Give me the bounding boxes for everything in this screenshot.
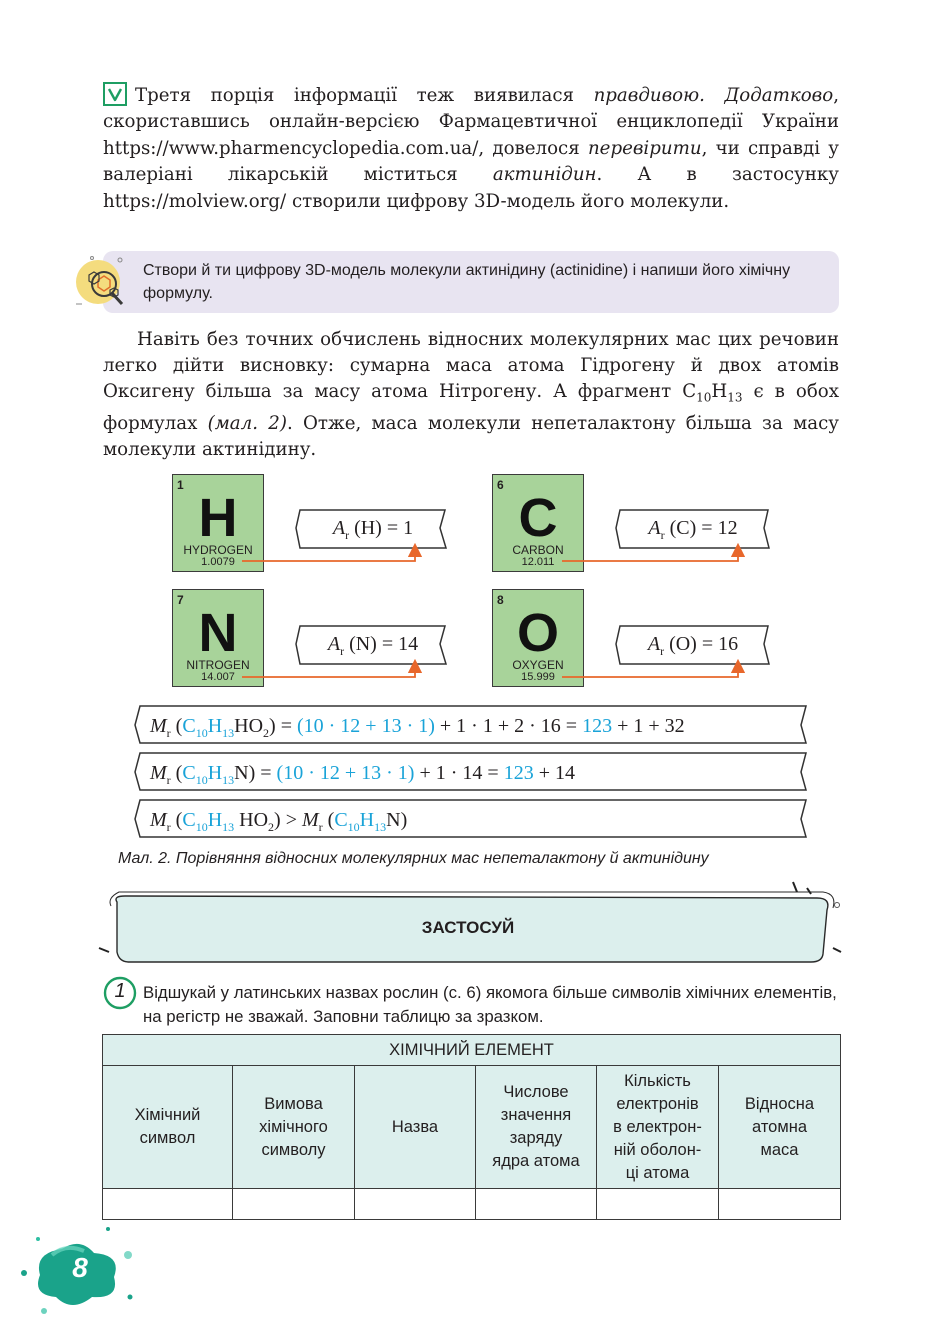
intro-italic-2: перевірити xyxy=(587,137,702,159)
eq-fragment: C xyxy=(182,809,196,831)
atomic-number: 6 xyxy=(497,478,504,492)
subscript: r xyxy=(660,528,665,542)
element-symbol: O xyxy=(516,603,559,663)
column-header xyxy=(597,1066,719,1189)
column-header-line: атомна xyxy=(752,1117,807,1136)
column-header xyxy=(355,1066,476,1189)
table-cell[interactable] xyxy=(719,1189,841,1220)
question-number: 1 xyxy=(114,980,126,1002)
atomic-number: 1 xyxy=(177,478,184,492)
intro-italic-1: правдивою. Додатково xyxy=(593,85,834,106)
table-title: ХІМІЧНИЙ ЕЛЕМЕНТ xyxy=(103,1035,841,1066)
section-title: ЗАСТОСУЙ xyxy=(421,918,515,937)
chemical-element-table xyxy=(102,1034,841,1220)
element-name: CARBON xyxy=(512,543,564,557)
column-header-line: Відносна xyxy=(744,1094,815,1113)
eq-text: + 1 · 14 = xyxy=(414,762,504,784)
ar-value: (C) = 12 xyxy=(664,517,738,539)
subscript: r xyxy=(345,528,350,542)
comparison-text: Навіть без точних обчислень відносних молекулярних мас цих речовин легко дійти висновку: сумарна маса атома Гідрогену й двох атомів Оксигену більша за масу атома Нітрогену. А фрагмент C xyxy=(103,329,839,402)
eq-text: ( xyxy=(170,715,183,737)
column-header xyxy=(233,1066,355,1189)
page-number: 8 xyxy=(72,1252,88,1283)
eq-fragment: H xyxy=(359,809,375,831)
subscript: r xyxy=(166,726,171,740)
eq-symbol: M xyxy=(301,809,319,831)
column-header-line: хімічного xyxy=(259,1117,328,1136)
subscript: r xyxy=(166,773,171,787)
eq-fragment: H xyxy=(207,809,223,831)
element-mass: 15.999 xyxy=(521,671,555,683)
eq-fragment: C xyxy=(182,715,196,737)
figure-reference: (мал. 2) xyxy=(207,413,287,435)
column-header-line: ці атома xyxy=(625,1163,690,1182)
ar-value: (H) = 1 xyxy=(349,517,414,539)
element-name: HYDROGEN xyxy=(183,543,253,557)
subscript: r xyxy=(340,644,345,658)
element-name: OXYGEN xyxy=(512,658,564,672)
eq-symbol: M xyxy=(150,762,167,784)
subscript: 10 xyxy=(195,820,208,834)
subscript: 13 xyxy=(222,773,235,787)
table-cell[interactable] xyxy=(233,1189,355,1220)
equation-comparison xyxy=(132,800,804,840)
table-row xyxy=(103,1189,841,1220)
column-header-line: електронів xyxy=(616,1094,699,1113)
question-number-badge xyxy=(103,976,139,1014)
subscript: 2 xyxy=(263,726,270,740)
ar-symbol: A xyxy=(647,633,661,655)
element-mass: 1.0079 xyxy=(201,556,235,568)
task-text: Створи й ти цифрову 3D-модель молекули актинідину (actinidine) і напиши його хімічну формулу. xyxy=(143,262,791,302)
equation-nepetalactone xyxy=(132,706,804,746)
column-header-line: значення xyxy=(500,1106,572,1124)
eq-fragment-sum: (10 · 12 + 13 · 1) xyxy=(276,762,415,784)
eq-fragment-result: 123 xyxy=(503,762,534,784)
subscript: 10 xyxy=(195,726,208,740)
column-header xyxy=(719,1066,841,1189)
table-cell[interactable] xyxy=(597,1189,719,1220)
subscript: 13 xyxy=(222,820,235,834)
intro-text-4: . А в застосунку https://molview.org/ створили цифрову 3D-модель його молекули. xyxy=(103,164,839,212)
ar-hydrogen xyxy=(298,510,448,550)
column-header xyxy=(476,1066,597,1189)
comparison-text-2: H xyxy=(711,380,728,402)
column-header xyxy=(103,1066,233,1189)
element-mass: 14.007 xyxy=(201,671,235,683)
element-name: NITROGEN xyxy=(186,658,250,672)
ar-carbon xyxy=(618,510,768,550)
column-header-line: символ xyxy=(139,1129,196,1147)
subscript: 13 xyxy=(727,390,743,405)
eq-fragment: H xyxy=(207,762,223,784)
column-header-line: заряду xyxy=(509,1129,563,1147)
eq-text: ( xyxy=(322,809,335,831)
figure-caption: Мал. 2. Порівняння відносних молекулярних мас непеталактону й актинідину xyxy=(118,850,709,867)
eq-symbol: M xyxy=(150,809,167,831)
subscript: 13 xyxy=(222,726,235,740)
column-header-line: Кількість xyxy=(624,1071,691,1090)
column-header-line: ядра атома xyxy=(492,1152,580,1170)
intro-text-3: , чи справді у валеріані лікарській міститься xyxy=(103,137,839,186)
column-header-line: символу xyxy=(261,1140,326,1159)
element-symbol: C xyxy=(518,488,558,548)
column-header-line: Хімічний xyxy=(134,1106,201,1124)
column-header-line: маса xyxy=(760,1140,799,1159)
ar-symbol: A xyxy=(332,517,346,539)
subscript: 10 xyxy=(195,773,208,787)
eq-fragment: C xyxy=(182,762,196,784)
table-cell[interactable] xyxy=(476,1189,597,1220)
eq-text: ) = xyxy=(269,715,297,737)
question-text: Відшукай у латинських назвах рослин (с. 6) якомога більше символів хімічних елементів, на регістр не зважай. Заповни таблицю за зразком. xyxy=(143,983,837,1026)
eq-text: HO xyxy=(234,715,264,737)
column-header-line: Числове xyxy=(503,1083,569,1101)
subscript: 13 xyxy=(374,820,387,834)
subscript: 10 xyxy=(347,820,360,834)
table-cell[interactable] xyxy=(355,1189,476,1220)
intro-italic-3: актинідин xyxy=(492,164,597,186)
eq-symbol: M xyxy=(150,715,167,737)
eq-text: + 14 xyxy=(533,762,575,784)
subscript: r xyxy=(166,820,171,834)
table-header-row xyxy=(103,1066,841,1189)
ar-value: (N) = 14 xyxy=(344,633,419,655)
comparison-text-3: є в обох формулах xyxy=(103,380,839,435)
equation-actinidine xyxy=(132,753,804,793)
eq-text: + 1 + 32 xyxy=(612,715,685,737)
intro-text: Третя порція інформації теж виявилася xyxy=(135,85,594,106)
eq-text: ( xyxy=(170,762,183,784)
eq-fragment-result: 123 xyxy=(582,715,613,737)
intro-text-2: , скориставшись онлайн-версією Фармацевтичної енциклопедії України https://www.pharmencyclopedia.com.ua/, довелося xyxy=(103,85,839,159)
ar-symbol: A xyxy=(648,517,661,539)
column-header-line: Назва xyxy=(391,1117,439,1136)
eq-fragment: C xyxy=(334,809,348,831)
ar-value: (O) = 16 xyxy=(664,633,739,655)
element-mass: 12.011 xyxy=(521,556,555,568)
eq-text: N xyxy=(234,762,249,784)
column-header-line: Вимова xyxy=(264,1094,323,1113)
atomic-number: 8 xyxy=(497,593,504,607)
subscript: 2 xyxy=(268,820,275,834)
eq-text: ) > xyxy=(274,809,302,831)
ar-oxygen xyxy=(618,626,768,666)
eq-text: ) = xyxy=(248,762,277,784)
eq-text: N) xyxy=(386,809,408,831)
subscript: r xyxy=(318,820,323,834)
eq-fragment-sum: (10 · 12 + 13 · 1) xyxy=(296,715,435,737)
atomic-number: 7 xyxy=(177,593,184,607)
element-symbol: N xyxy=(198,603,238,663)
element-symbol: H xyxy=(198,488,238,548)
ar-nitrogen xyxy=(298,626,448,666)
column-header-line: в електрон- xyxy=(613,1117,702,1136)
eq-text: ( xyxy=(170,809,183,831)
column-header-line: ній оболон- xyxy=(613,1140,702,1159)
subscript: 10 xyxy=(696,390,712,405)
ar-symbol: A xyxy=(327,633,341,655)
eq-text: HO xyxy=(234,809,269,831)
subscript: r xyxy=(660,644,665,658)
comparison-text-4: . Отже, маса молекули непеталактону більша за масу молекули актинідину. xyxy=(103,413,839,460)
eq-fragment: H xyxy=(207,715,223,737)
eq-text: + 1 · 1 + 2 · 16 = xyxy=(434,715,583,737)
